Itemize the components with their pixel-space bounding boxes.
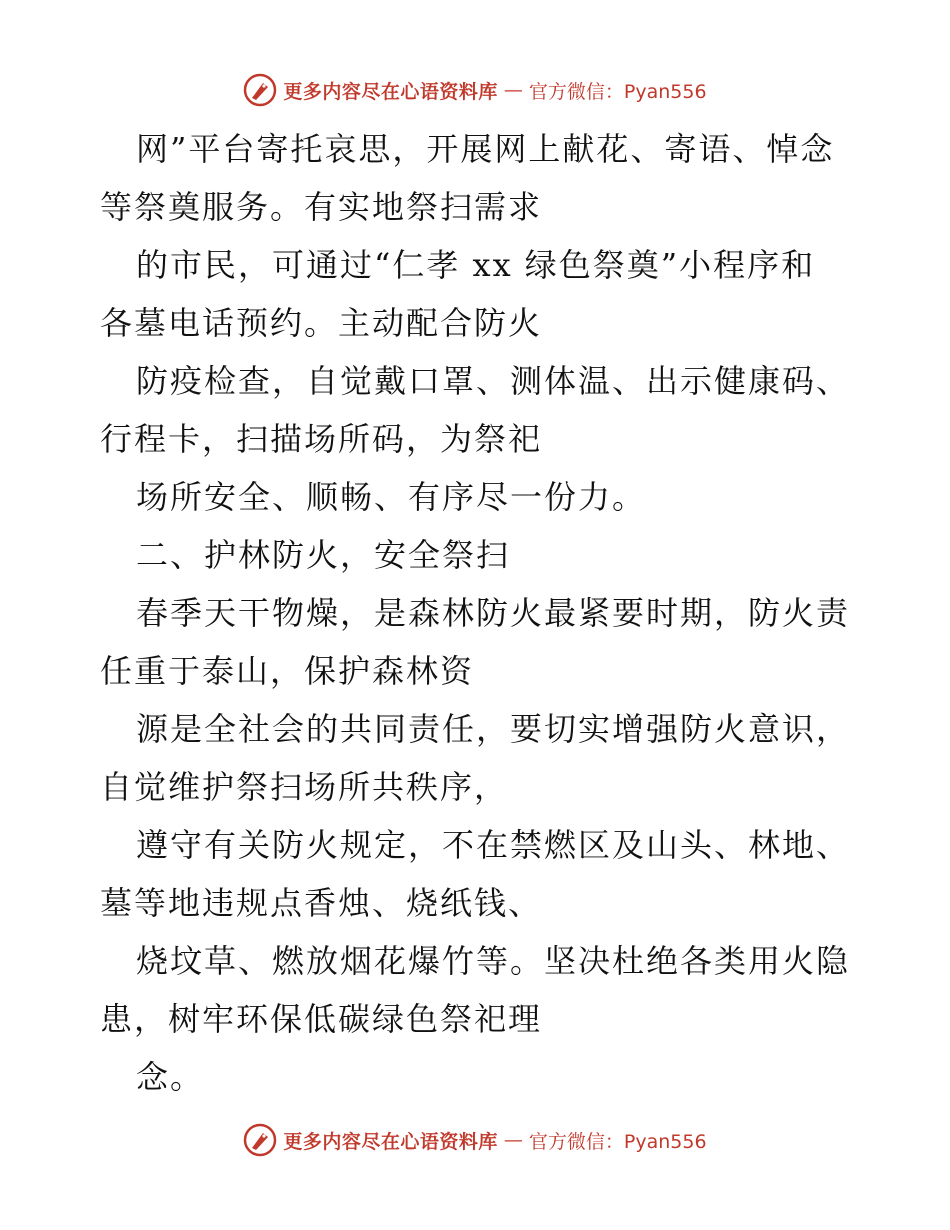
watermark-separator: — bbox=[503, 79, 523, 101]
document-body bbox=[100, 120, 860, 1106]
text-line: 春季天干物燥，是森林防火最紧要时期，防火责 bbox=[136, 594, 851, 632]
text-line: 行程卡，扫描场所码，为祭祀 bbox=[100, 420, 543, 458]
watermark-text: 更多内容尽在心语资料库 bbox=[283, 1130, 498, 1153]
text-line: 二、护林防火，安全祭扫 bbox=[136, 536, 511, 574]
watermark-wechat: 官方微信：Pyan556 bbox=[528, 80, 707, 103]
text-line: 烧坟草、燃放烟花爆竹等。坚决杜绝各类用火隐 bbox=[136, 942, 851, 980]
text-line: 念。 bbox=[136, 1058, 205, 1096]
text-line: 场所安全、顺畅、有序尽一份力。 bbox=[136, 478, 647, 516]
text-line: 任重于泰山，保护森林资 bbox=[100, 652, 475, 690]
text-line: 自觉维护祭扫场所共秩序， bbox=[100, 768, 509, 806]
watermark-separator: — bbox=[503, 1129, 523, 1151]
text-line: 网”平台寄托哀思，开展网上献花、寄语、悼念 bbox=[136, 130, 835, 168]
watermark-wechat: 官方微信：Pyan556 bbox=[528, 1130, 707, 1153]
text-line: 源是全社会的共同责任，要切实增强防火意识， bbox=[136, 710, 851, 748]
watermark-text: 更多内容尽在心语资料库 bbox=[283, 80, 498, 103]
text-line: 等祭奠服务。有实地祭扫需求 bbox=[100, 188, 543, 226]
footer-watermark bbox=[0, 1120, 950, 1160]
text-line: 各墓电话预约。主动配合防火 bbox=[100, 304, 543, 342]
text-line: 患，树牢环保低碳绿色祭祀理 bbox=[100, 1000, 543, 1038]
header-watermark bbox=[0, 70, 950, 110]
text-line: 防疫检查，自觉戴口罩、测体温、出示健康码、 bbox=[136, 362, 851, 400]
text-line: 遵守有关防火规定，不在禁燃区及山头、林地、 bbox=[136, 826, 851, 864]
text-line: 的市民，可通过“仁孝 xx 绿色祭奠”小程序和 bbox=[136, 246, 816, 284]
pen-nib-icon bbox=[243, 1123, 277, 1157]
pen-nib-icon bbox=[243, 73, 277, 107]
text-line: 墓等地违规点香烛、烧纸钱、 bbox=[100, 884, 543, 922]
